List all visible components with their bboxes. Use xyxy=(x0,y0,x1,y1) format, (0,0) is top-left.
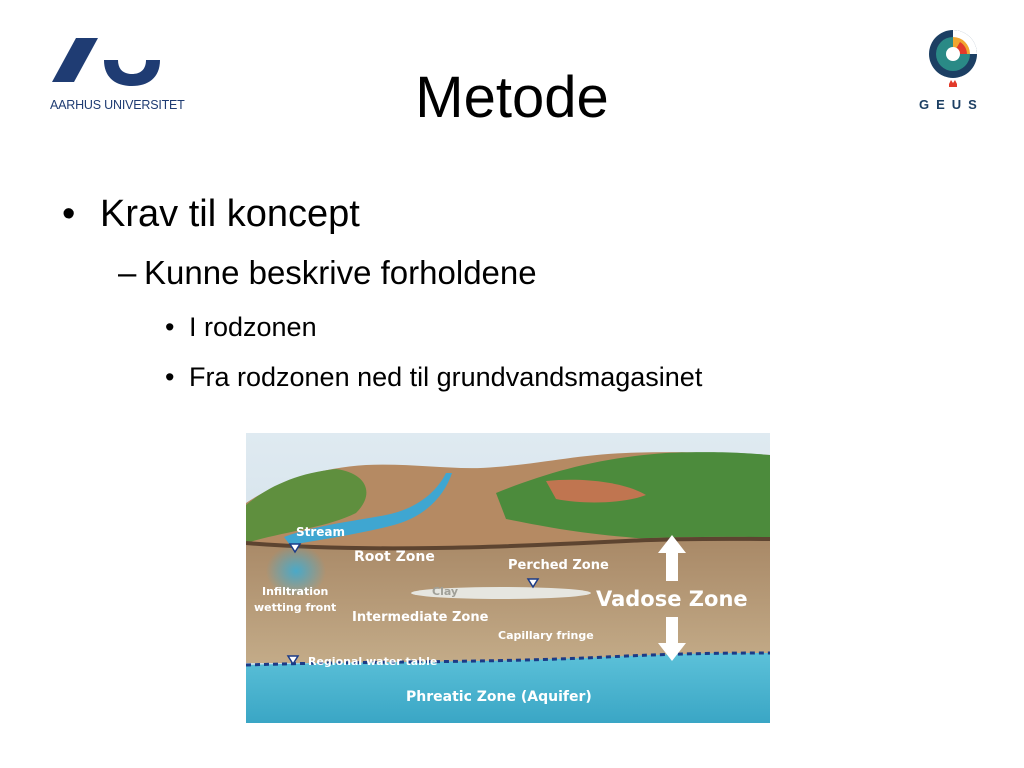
bullet-marker: • xyxy=(62,193,76,235)
bullet-level3 xyxy=(165,310,317,344)
slide-title: Metode xyxy=(415,65,609,130)
label-infiltration: Infiltration xyxy=(262,585,329,598)
label-wetting-front: wetting front xyxy=(254,601,337,614)
label-clay: Clay xyxy=(432,585,459,598)
bullet-marker: – xyxy=(118,254,137,291)
label-capillary-fringe: Capillary fringe xyxy=(498,629,594,642)
bullet-text: Krav til koncept xyxy=(100,193,360,235)
bullet-marker: • xyxy=(165,312,175,342)
bullet-level1 xyxy=(62,191,360,237)
bullet-text: I rodzonen xyxy=(189,312,317,342)
bullet-level3 xyxy=(165,360,702,394)
vadose-zone-diagram xyxy=(246,433,770,723)
label-regional-water-table: Regional water table xyxy=(308,655,438,668)
label-root-zone: Root Zone xyxy=(354,549,435,565)
bullet-text: Fra rodzonen ned til grundvandsmagasinet xyxy=(189,362,703,392)
label-perched-zone: Perched Zone xyxy=(508,558,609,573)
bullet-level2 xyxy=(118,253,537,293)
au-logo-text: AARHUS UNIVERSITET xyxy=(50,98,185,112)
bullet-marker: • xyxy=(165,362,175,392)
label-phreatic-zone: Phreatic Zone (Aquifer) xyxy=(406,689,592,705)
geus-logo-text: GEUS xyxy=(919,97,984,112)
label-vadose-zone: Vadose Zone xyxy=(596,587,748,611)
label-intermediate-zone: Intermediate Zone xyxy=(352,610,489,625)
label-stream: Stream xyxy=(296,525,346,539)
bullet-text: Kunne beskrive forholdene xyxy=(144,254,537,291)
